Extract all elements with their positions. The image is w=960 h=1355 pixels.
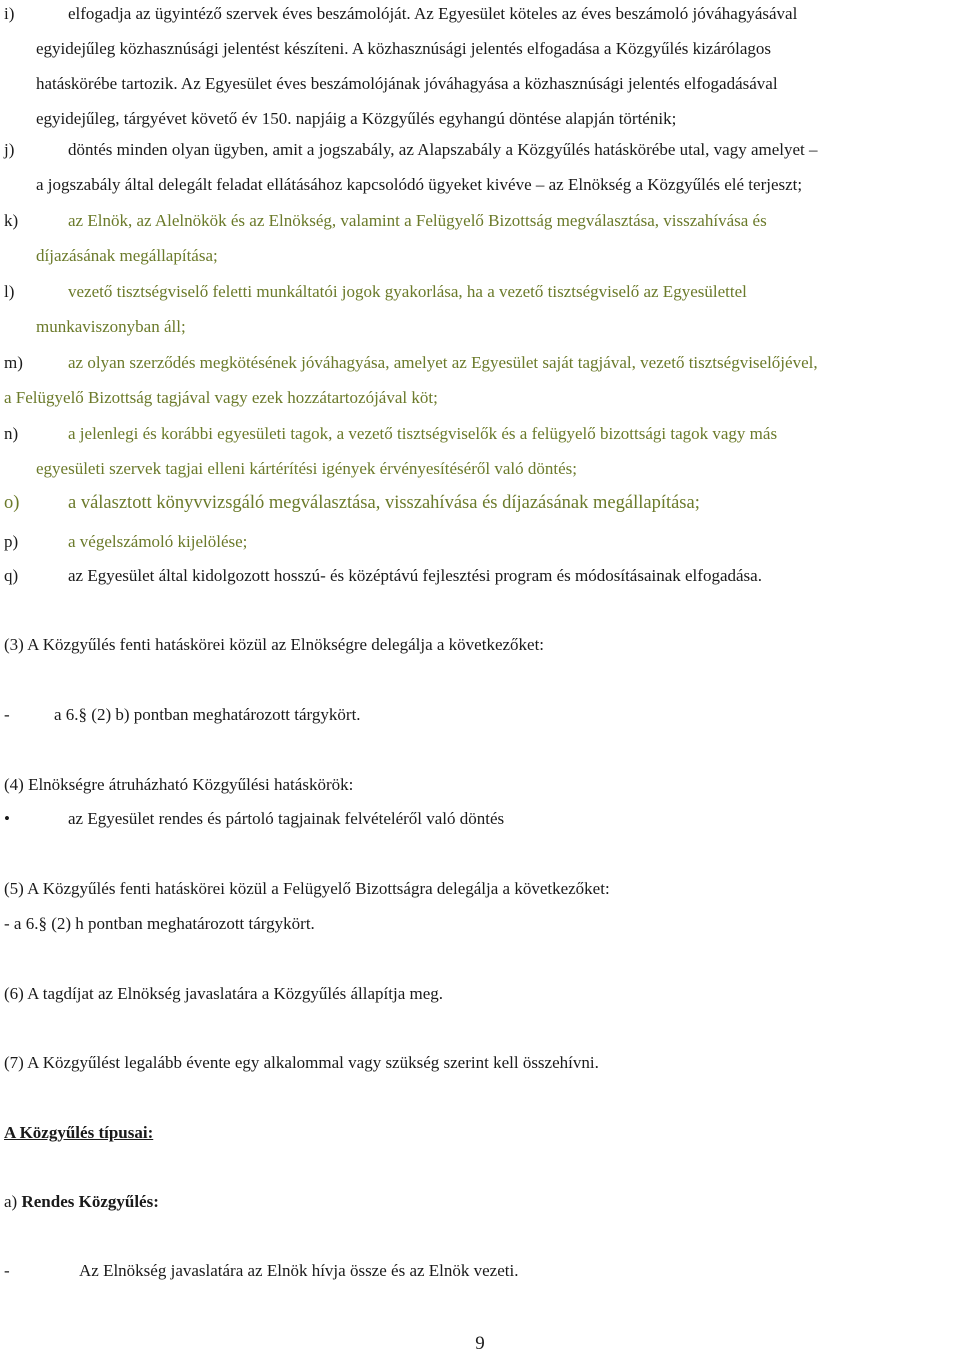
item-label: q) [4, 566, 19, 585]
item-line: az Egyesület által kidolgozott hosszú- és középtávú fejlesztési program és módosításainak elfogadása. [68, 566, 762, 585]
item-label: l) [4, 282, 15, 301]
item-line: a választott könyvvizsgáló megválasztása, visszahívása és díjazásának megállapítása; [68, 493, 700, 513]
item-label: k) [4, 211, 19, 230]
item-label: p) [4, 532, 19, 551]
item-line: a jelenlegi és korábbi egyesületi tagok, a vezető tisztségviselők és a felügyelő bizottsági tagok vagy más [68, 424, 778, 443]
list-item-i [4, 0, 956, 136]
paragraph-5-item: - a 6.§ (2) h pontban meghatározott tárgykört. [4, 914, 315, 933]
section-heading-text: A Közgyűlés típusai: [4, 1123, 154, 1142]
bullet-marker: • [4, 809, 10, 828]
paragraph-4: (4) Elnökségre átruházható Közgyűlési hatáskörök: [4, 775, 354, 794]
item-line: vezető tisztségviselő feletti munkáltatói jogok gyakorlása, ha a vezető tisztségviselő az Egyesülettel [68, 282, 747, 301]
item-line: döntés minden olyan ügyben, amit a jogszabály, az Alapszabály a Közgyűlés hatáskörébe utal, vagy amelyet – [68, 140, 818, 159]
list-item-m [4, 345, 956, 415]
list-item-q [4, 558, 956, 593]
list-item-p [4, 524, 956, 559]
item-line: egyesületi szervek tagjai elleni kártérítési igények érvényesítéséről való döntés; [36, 459, 577, 478]
list-item-j [4, 132, 956, 202]
list-item-o [4, 486, 956, 521]
subheading-rendes [4, 1184, 956, 1219]
item-label: i) [4, 4, 15, 23]
item-line: az Elnök, az Alelnökök és az Elnökség, valamint a Felügyelő Bizottság megválasztása, visszahívása és [68, 211, 767, 230]
paragraph-3: (3) A Közgyűlés fenti hatáskörei közül az Elnökségre delegálja a következőket: [4, 635, 545, 654]
item-line: a jogszabály által delegált feladat ellátásához kapcsolódó ügyeket kivéve – az Elnökség a Közgyűlés elé terjeszt; [36, 175, 803, 194]
dash-marker: - [4, 1261, 10, 1280]
item-line: egyidejűleg közhasznúsági jelentést készíteni. A közhasznúsági jelentés elfogadása a Közgyűlés kizárólagos [36, 39, 772, 58]
item-line: hatáskörébe tartozik. Az Egyesület éves beszámolójának jóváhagyása a közhasznúsági jelentés elfogadásával [36, 74, 778, 93]
item-line: a végelszámoló kijelölése; [68, 532, 248, 551]
section-heading [4, 1115, 956, 1150]
item-label: n) [4, 424, 19, 443]
item-label: j) [4, 140, 15, 159]
item-line: az olyan szerződés megkötésének jóváhagyása, amelyet az Egyesület saját tagjával, vezető tisztségviselőjével, [68, 353, 818, 372]
subheading-prefix: a) [4, 1192, 18, 1211]
page-number: 9 [475, 1333, 485, 1354]
paragraph-5: (5) A Közgyűlés fenti hatáskörei közül a Felügyelő Bizottságra delegálja a következőket: [4, 879, 610, 898]
item-line: elfogadja az ügyintéző szervek éves beszámolóját. Az Egyesület köteles az éves beszámoló jóváhagyásával [68, 4, 798, 23]
item-line: egyidejűleg, tárgyévet követő év 150. napjáig a Közgyűlés egyhangú döntése alapján történik; [36, 109, 677, 128]
item-line: a Felügyelő Bizottság tagjával vagy ezek hozzátartozójával köt; [4, 388, 438, 407]
item-label: o) [4, 493, 20, 513]
list-item-n [4, 416, 956, 486]
paragraph-3-item: a 6.§ (2) b) pontban meghatározott tárgykört. [54, 705, 361, 724]
item-line: munkaviszonyban áll; [36, 317, 186, 336]
item-line: díjazásának megállapítása; [36, 246, 218, 265]
list-item-k [4, 203, 956, 273]
dash-marker: - [4, 705, 10, 724]
paragraph-6: (6) A tagdíjat az Elnökség javaslatára a Közgyűlés állapítja meg. [4, 984, 444, 1003]
list-item-l [4, 274, 956, 344]
subheading-label: Rendes Közgyűlés: [21, 1192, 159, 1211]
paragraph-4-item: az Egyesület rendes és pártoló tagjainak felvételéről való döntés [68, 809, 505, 828]
item-label: m) [4, 353, 23, 372]
rendes-item: Az Elnökség javaslatára az Elnök hívja össze és az Elnök vezeti. [79, 1261, 519, 1280]
paragraph-7: (7) A Közgyűlést legalább évente egy alkalommal vagy szükség szerint kell összehívni. [4, 1053, 599, 1072]
